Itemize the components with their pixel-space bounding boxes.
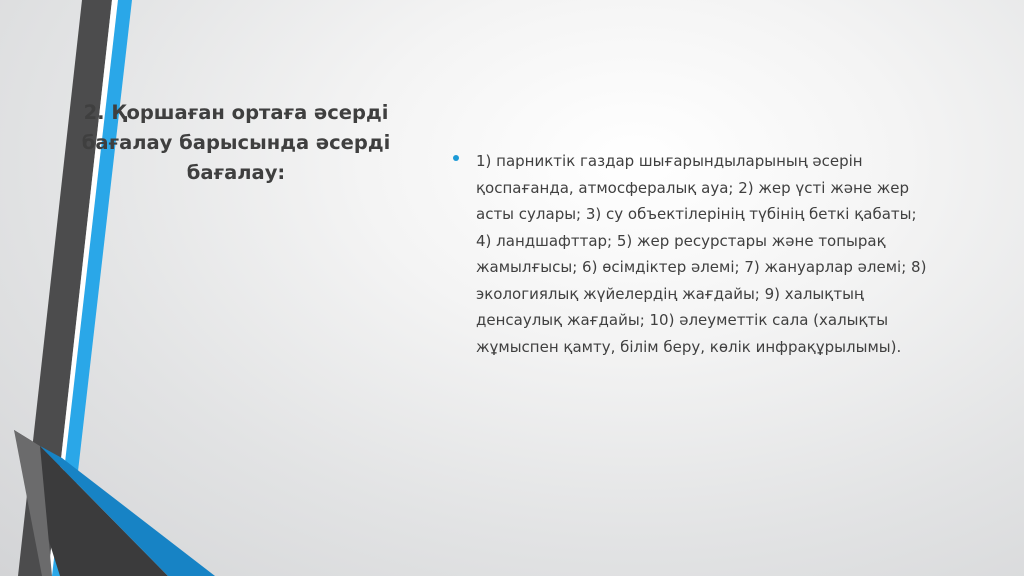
bullet-text: 1) парниктік газдар шығарындыларының әсерін қоспағанда, атмосфералық ауа; 2) жер үсті және жер асты сулары; 3) су объектілерінің түбінің беткі қабаты; 4) ландшафттар; 5) жер ресурстары және топырақ жамылғысы; 6) өсімдіктер әлемі; 7) жануарлар әлемі; 8) экологиялық жүйелердің жағдайы; 9) халықтың денсаулық жағдайы; 10) әлеуметтік сала (халықты жұмыспен қамту, білім беру, көлік инфрақұрылымы). — [476, 152, 927, 356]
slide-title: 2. Қоршаған ортаға әсерді бағалау барысында әсерді бағалау: — [81, 101, 391, 184]
bullet-dot-icon — [453, 155, 459, 161]
bullet-item — [452, 148, 932, 360]
bullet-list — [452, 148, 932, 360]
